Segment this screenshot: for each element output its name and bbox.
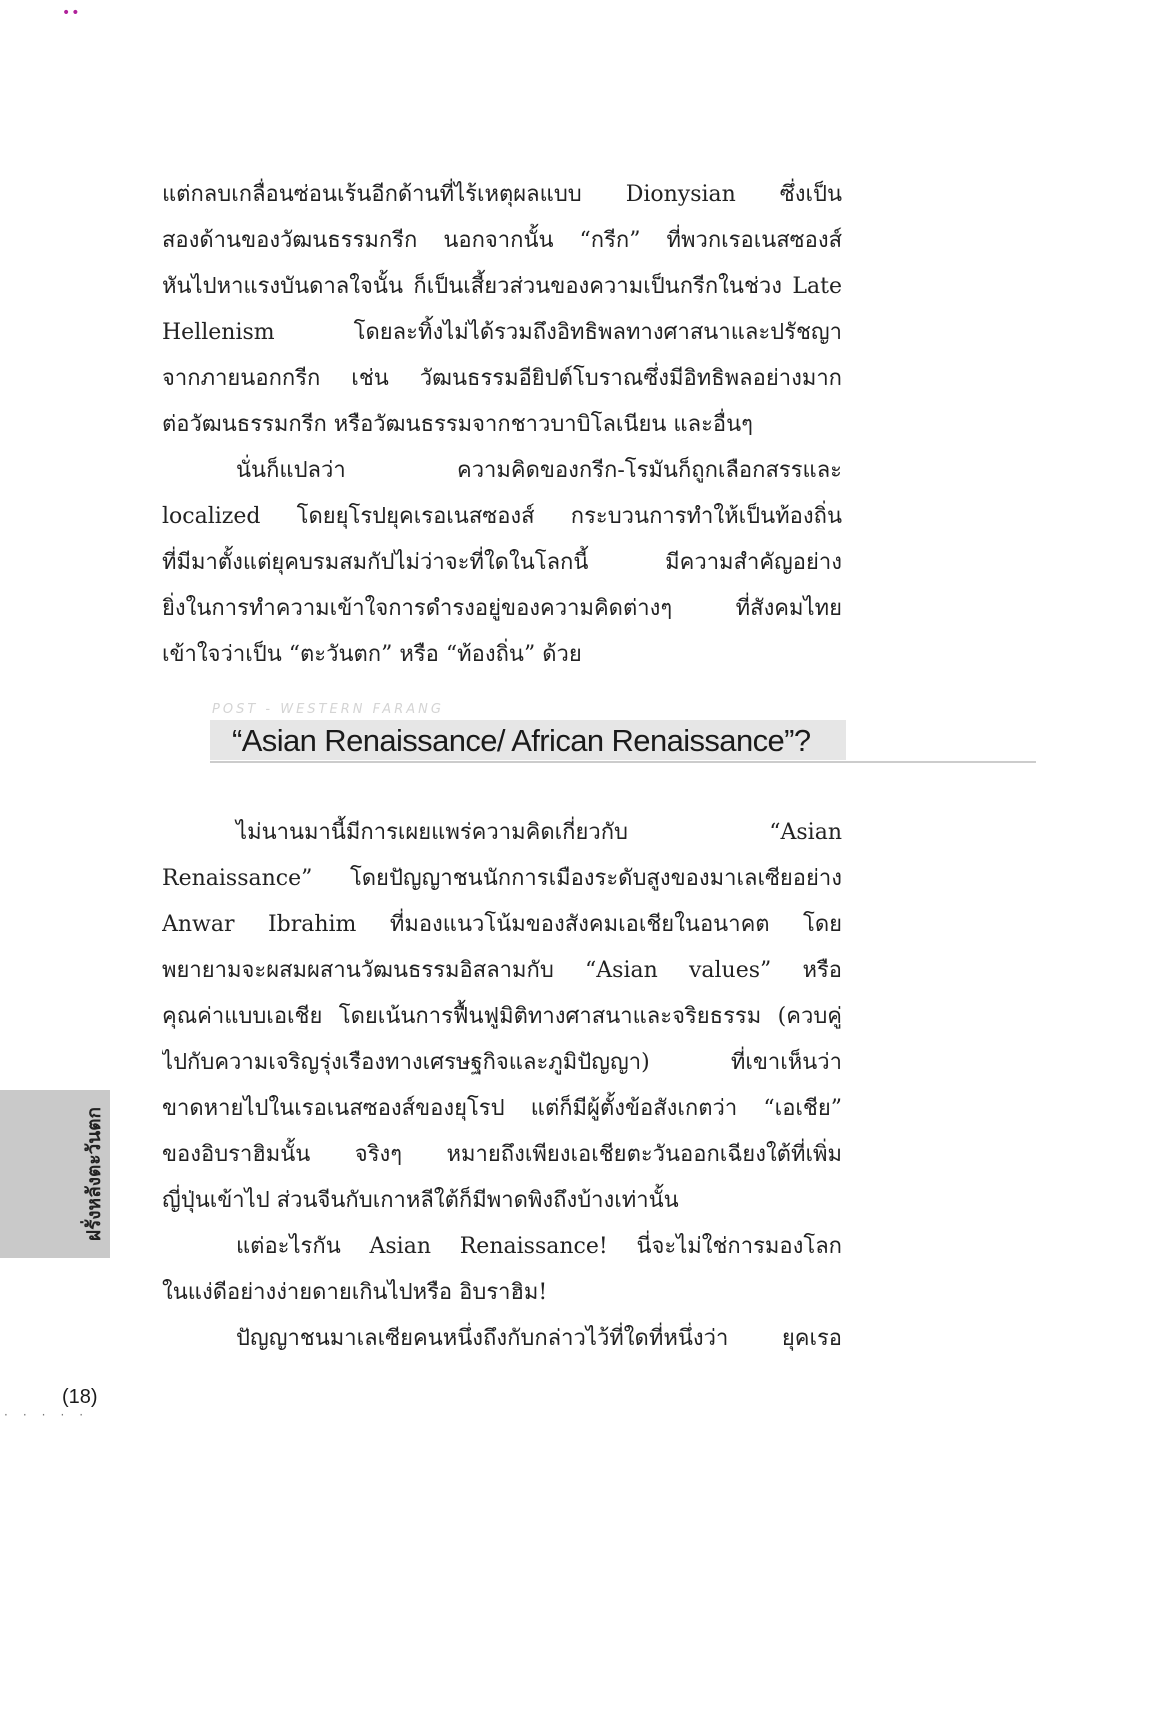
corner-dots-marker: •• xyxy=(62,5,81,21)
text-line: Renaissance” โดยปัญญาชนนักการเมืองระดับสูงของมาเลเซียอย่าง xyxy=(162,866,842,891)
text-line: สองด้านของวัฒนธรรมกรีก นอกจากนั้น “กรีก” ที่พวกเรอเนสซองส์ xyxy=(162,228,842,253)
text-line: ที่มีมาตั้งแต่ยุคบรมสมกัปไม่ว่าจะที่ใดในโลกนี้ มีความสำคัญอย่าง xyxy=(162,550,842,575)
text-line: ญี่ปุ่นเข้าไป ส่วนจีนกับเกาหลีใต้ก็มีพาดพิงถึงบ้างเท่านั้น xyxy=(162,1188,679,1213)
page-number: (18) xyxy=(62,1386,98,1408)
text-line: จากภายนอกกรีก เช่น วัฒนธรรมอียิปต์โบราณซึ่งมีอิทธิพลอย่างมาก xyxy=(162,366,842,391)
text-line: หันไปหาแรงบันดาลใจนั้น ก็เป็นเสี้ยวส่วนของความเป็นกรีกในช่วง Late xyxy=(162,274,842,299)
body-text-block-bottom xyxy=(162,810,842,1362)
text-line: นั่นก็แปลว่า ความคิดของกรีก-โรมันก็ถูกเลือกสรรและ xyxy=(236,458,842,483)
text-line: ไปกับความเจริญรุ่งเรืองทางเศรษฐกิจและภูมิปัญญา) ที่เขาเห็นว่า xyxy=(162,1050,842,1075)
section-kicker: POST - WESTERN FARANG xyxy=(212,702,444,717)
body-text-block-top xyxy=(162,172,842,678)
text-line: ต่อวัฒนธรรมกรีก หรือวัฒนธรรมจากชาวบาบิโลเนียน และอื่นๆ xyxy=(162,412,753,437)
text-line: Anwar Ibrahim ที่มองแนวโน้มของสังคมเอเชียในอนาคต โดย xyxy=(162,912,842,937)
text-line: แต่กลบเกลื่อนซ่อนเร้นอีกด้านที่ไร้เหตุผลแบบ Dionysian ซึ่งเป็น xyxy=(162,182,842,207)
text-line: localized โดยยุโรปยุคเรอเนสซองส์ กระบวนการทำให้เป็นท้องถิ่น xyxy=(162,504,842,529)
text-line: ขาดหายไปในเรอเนสซองส์ของยุโรป แต่ก็มีผู้ตั้งข้อสังเกตว่า “เอเชีย” xyxy=(162,1096,842,1121)
section-heading: “Asian Renaissance/ African Renaissance”? xyxy=(232,723,811,758)
text-line: เข้าใจว่าเป็น “ตะวันตก” หรือ “ท้องถิ่น” ด้วย xyxy=(162,642,582,667)
footer-dots: ····· xyxy=(4,1408,99,1422)
text-line: คุณค่าแบบเอเชีย โดยเน้นการฟื้นฟูมิติทางศาสนาและจริยธรรม (ควบคู่ xyxy=(162,1004,842,1029)
text-line: พยายามจะผสมผสานวัฒนธรรมอิสลามกับ “Asian values” หรือ xyxy=(162,958,842,983)
text-line: Hellenism โดยละทิ้งไม่ได้รวมถึงอิทธิพลทางศาสนาและปรัชญา xyxy=(162,320,842,345)
text-line: ไม่นานมานี้มีการเผยแพร่ความคิดเกี่ยวกับ “Asian xyxy=(236,820,842,845)
text-line: ในแง่ดีอย่างง่ายดายเกินไปหรือ อิบราฮิม! xyxy=(162,1280,548,1305)
section-heading-rule xyxy=(210,761,1036,763)
text-line: ปัญญาชนมาเลเซียคนหนึ่งถึงกับกล่าวไว้ที่ใดที่หนึ่งว่า ยุคเรอ xyxy=(236,1326,842,1351)
text-line: ยิ่งในการทำความเข้าใจการดำรงอยู่ของความคิดต่างๆ ที่สังคมไทย xyxy=(162,596,842,621)
text-line: แต่อะไรกัน Asian Renaissance! นี่จะไม่ใช่การมองโลก xyxy=(236,1234,842,1259)
text-line: ของอิบราฮิมนั้น จริงๆ หมายถึงเพียงเอเชียตะวันออกเฉียงใต้ที่เพิ่ม xyxy=(162,1142,842,1167)
side-chapter-tab-label: ฝรั่งหลังตะวันตก xyxy=(83,1106,105,1242)
